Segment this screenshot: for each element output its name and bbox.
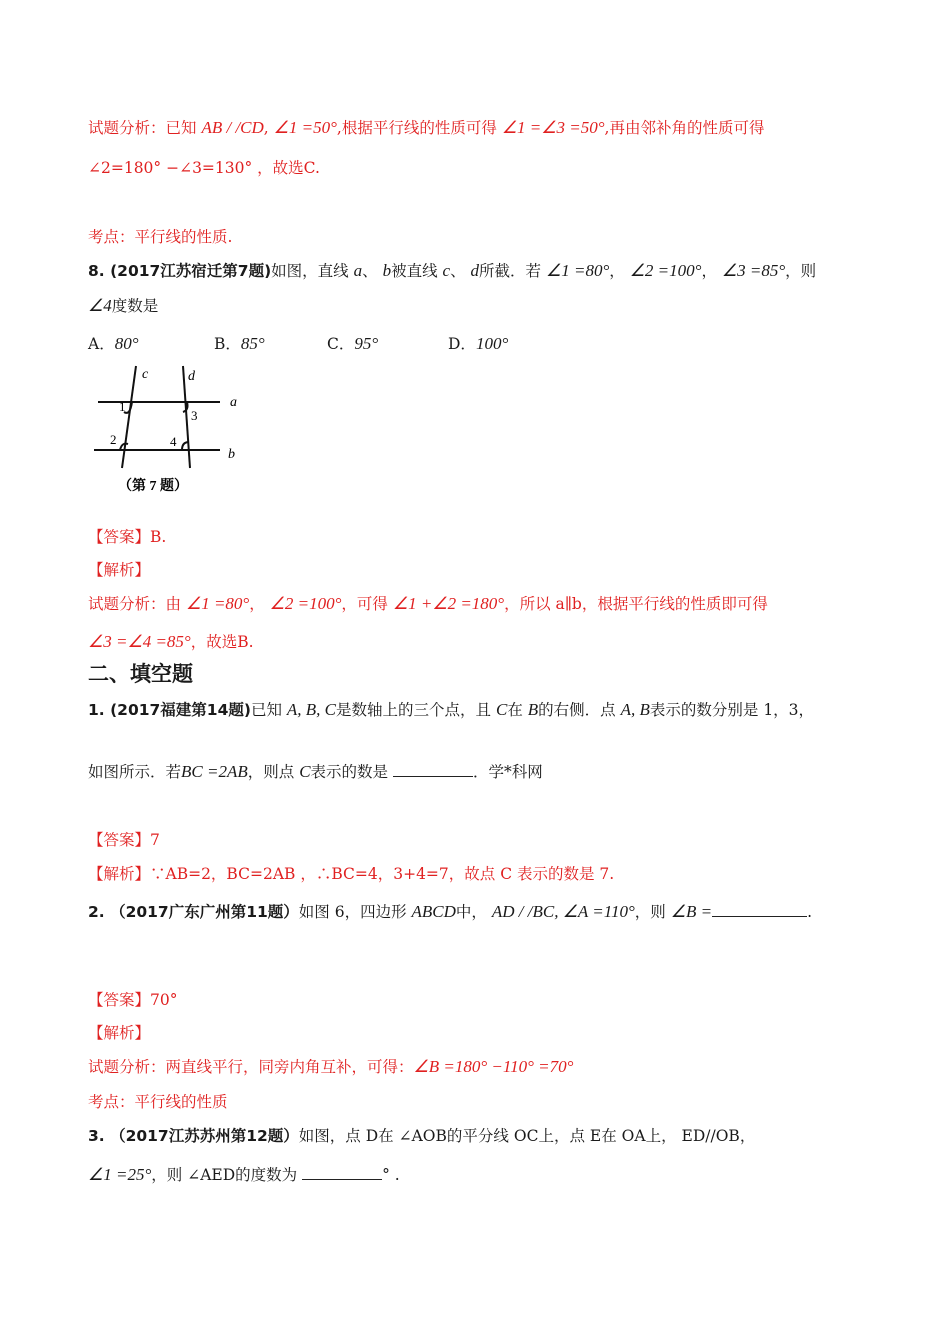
f2-stem: 2. （2017广东广州第11题）如图 6，四边形 ABCD中， AD / /BC, ∠A =110°，则 ∠B = . [88, 902, 813, 921]
f2-analysis: 试题分析：两直线平行，同旁内角互补，可得：∠B =180° −110° =70° [88, 1057, 574, 1076]
f1-answer: 【答案】7 [88, 831, 160, 849]
q8-stem-line-1: 8. (2017江苏宿迁第7题)如图，直线 a、 b被直线 c、 d所截．若 ∠1 =80°， ∠2 =100°， ∠3 =85°，则 [88, 261, 817, 280]
f3-stem-line-2: ∠1 =25°，则 ∠AED的度数为 ° . [88, 1165, 400, 1184]
figure-caption: （第 7 题） [118, 479, 188, 494]
q8-analysis-line-1: 试题分析：由 ∠1 =80°， ∠2 =100°，可得 ∠1 +∠2 =180°，所以 a∥b，根据平行线的性质即可得 [88, 594, 768, 613]
f1-stem-line-2: 如图所示．若BC =2AB，则点 C表示的数是 ．学*科网 [88, 762, 543, 781]
label-4: 4 [170, 434, 177, 449]
q8-option-c[interactable]: C．95° [327, 334, 379, 353]
section-heading-fill-blank: 二、填空题 [88, 662, 193, 686]
f2-answer-blank[interactable] [712, 902, 807, 917]
q8-option-d[interactable]: D．100° [448, 334, 509, 353]
f2-jiexi: 【解析】 [88, 1024, 151, 1042]
label-3: 3 [191, 408, 198, 423]
f2-answer: 【答案】70° [88, 991, 178, 1009]
label-2: 2 [110, 432, 117, 447]
q8-option-b[interactable]: B．85° [214, 334, 265, 353]
q8-figure [90, 362, 250, 502]
q8-analysis-line-2: ∠3 =∠4 =85°，故选B. [88, 632, 254, 651]
f1-jiexi: 【解析】∵AB=2，BC=2AB ，∴BC=4，3+4=7，故点 C 表示的数是 7. [88, 865, 615, 883]
label-c: c [142, 367, 149, 382]
f1-stem-line-1: 1. (2017福建第14题)已知 A, B, C是数轴上的三个点，且 C在 B的右侧．点 A, B表示的数分别是 1，3， [88, 700, 815, 719]
q8-jiexi: 【解析】 [88, 561, 151, 579]
q8-option-a[interactable]: A．80° [88, 334, 139, 353]
label-b: b [228, 447, 235, 462]
label-a: a [230, 395, 237, 410]
f2-kaodian: 考点：平行线的性质 [88, 1093, 228, 1111]
f3-stem-line-1: 3. （2017江苏苏州第12题）如图，点 D在 ∠AOB的平分线 OC上，点 E在 OA上， ED//OB， [88, 1127, 756, 1145]
f1-answer-blank[interactable] [393, 762, 473, 777]
label-d: d [188, 369, 195, 384]
q8-stem-line-2: ∠4度数是 [88, 296, 159, 315]
label-1: 1 [119, 399, 126, 414]
q8-answer: 【答案】B. [88, 528, 167, 546]
f3-answer-blank[interactable] [302, 1165, 382, 1180]
prev-kaodian: 考点：平行线的性质. [88, 228, 233, 246]
prev-analysis-line-2: ∠2=180° −∠3=130° ，故选C. [88, 159, 320, 177]
prev-analysis-line-1: 试题分析：已知 AB / /CD, ∠1 =50°,根据平行线的性质可得 ∠1 =∠3 =50°,再由邻补角的性质可得 [88, 118, 765, 137]
line-c [122, 366, 136, 468]
